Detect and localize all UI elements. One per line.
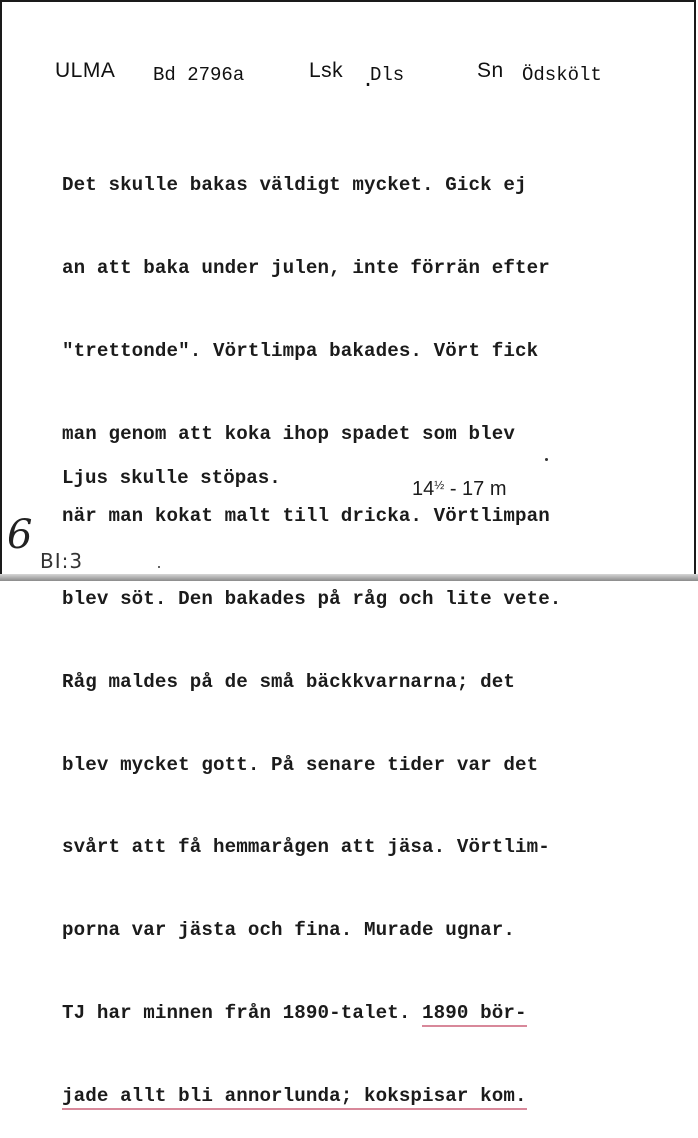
ink-speck [158, 566, 160, 568]
text-line: porna var jästa och fina. Murade ugnar. [62, 919, 515, 942]
socken-value: Ödskölt [522, 64, 602, 86]
text-line: när man kokat malt till dricka. Vörtlimpan [62, 505, 550, 528]
socken-label: Sn [477, 59, 504, 82]
record-text [62, 117, 672, 1138]
text-line: "trettonde". Vörtlimpa bakades. Vört fick [62, 339, 539, 362]
text-line: blev mycket gott. På senare tider var det [62, 753, 539, 776]
underlined-passage-end: jade allt bli annorlunda; kokspisar kom. [62, 1084, 527, 1107]
accession-number: Bd 2796a [153, 64, 245, 86]
text-line: Det skulle bakas väldigt mycket. Gick ej [62, 174, 527, 197]
text-line: svårt att få hemmarågen att jäsa. Vörtlim- [62, 836, 550, 859]
extra-note: Ljus skulle stöpas. [62, 467, 281, 489]
text-line: man genom att koka ihop spadet som blev [62, 422, 515, 445]
landskap-label: Lsk [309, 59, 344, 82]
underlined-passage-start: 1890 bör- [422, 1002, 527, 1024]
text-line: blev söt. Den bakades på råg och lite vete. [62, 588, 562, 611]
archive-name: ULMA [55, 59, 116, 82]
text-line: an att baka under julen, inte förrän efter [62, 256, 550, 279]
text-line: Råg maldes på de små bäckkvarnarna; det [62, 670, 515, 693]
text-line [62, 1000, 672, 1028]
height-whole: 14 [412, 478, 435, 500]
line-11-plain: TJ har minnen från 1890-talet. [62, 1002, 423, 1024]
ink-speck [545, 458, 548, 461]
height-fraction: ½ [434, 478, 445, 492]
handwritten-number: 6 [7, 512, 33, 558]
height-range [412, 478, 507, 501]
height-rest: - 17 m [444, 478, 507, 500]
text-line [62, 1083, 672, 1111]
handwritten-code: BI:3 [40, 549, 84, 573]
landskap-value: Dls [370, 64, 405, 86]
landskap-dot: . [362, 67, 375, 91]
